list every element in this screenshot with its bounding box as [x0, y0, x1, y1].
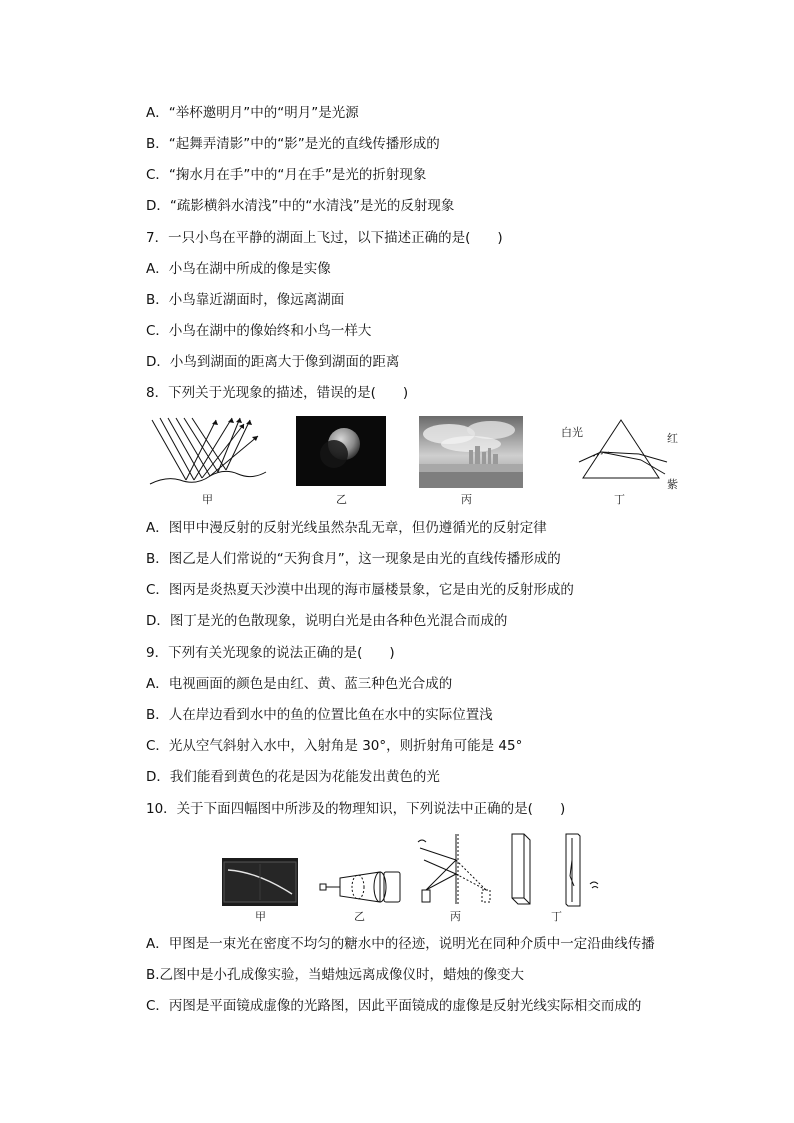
q8-option-b: B．图乙是人们常说的“天狗食月”，这一现象是由光的直线传播形成的 — [146, 551, 561, 567]
fig10-caption-ding: 丁 — [551, 910, 562, 923]
q9-stem: 9．下列有关光现象的说法正确的是( ) — [146, 645, 395, 661]
q10-stem: 10．关于下面四幅图中所涉及的物理知识，下列说法中正确的是( ) — [146, 801, 566, 817]
q10-option-a: A．甲图是一束光在密度不均匀的糖水中的径迹，说明光在同种介质中一定沿曲线传播 — [146, 936, 655, 952]
fig10-caption-yi: 乙 — [354, 910, 365, 923]
fig8-caption-ding: 丁 — [614, 493, 625, 506]
q7-stem: 7．一只小鸟在平静的湖面上飞过，以下描述正确的是( ) — [146, 230, 503, 246]
fig8-caption-bing: 丙 — [461, 493, 472, 506]
plane-mirror-figure — [414, 830, 498, 908]
prism-label-white-light: 白光 — [561, 426, 583, 439]
fig8-caption-jia: 甲 — [202, 493, 213, 506]
q10-option-c: C．丙图是平面镜成虚像的光路图，因此平面镜成的虚像是反射光线实际相交而成的 — [146, 998, 642, 1014]
q8-option-c: C．图丙是炎热夏天沙漠中出现的海市蜃楼景象，它是由光的反射形成的 — [146, 582, 574, 598]
q8-stem: 8．下列关于光现象的描述，错误的是( ) — [146, 385, 409, 401]
q9-option-b: B．人在岸边看到水中的鱼的位置比鱼在水中的实际位置浅 — [146, 707, 493, 723]
prism-label-purple: 紫 — [667, 478, 678, 491]
pinhole-camera-figure — [318, 868, 404, 906]
q6-option-a: A．“举杯邀明月”中的“明月”是光源 — [146, 105, 359, 121]
q8-option-a: A．图甲中漫反射的反射光线虽然杂乱无章，但仍遵循光的反射定律 — [146, 520, 547, 536]
fig10-caption-bing: 丙 — [450, 910, 461, 923]
q6-option-d: D．“疏影横斜水清浅”中的“水清浅”是光的反射现象 — [146, 198, 455, 214]
q6-option-b: B．“起舞弄清影”中的“影”是光的直线传播形成的 — [146, 136, 440, 152]
q9-option-a: A．电视画面的颜色是由红、黄、蓝三种色光合成的 — [146, 676, 453, 692]
sugar-water-light-path-photo — [222, 858, 298, 906]
q10-option-b: B.乙图中是小孔成像实验，当蜡烛远离成像仪时，蜡烛的像变大 — [146, 967, 525, 983]
q7-option-a: A．小鸟在湖中所成的像是实像 — [146, 261, 331, 277]
q9-option-c: C．光从空气斜射入水中，入射角是 30°，则折射角可能是 45° — [146, 738, 523, 754]
q7-option-c: C．小鸟在湖中的像始终和小鸟一样大 — [146, 323, 372, 339]
q9-option-d: D．我们能看到黄色的花是因为花能发出黄色的光 — [146, 769, 440, 785]
q7-option-d: D．小鸟到湖面的距离大于像到湖面的距离 — [146, 354, 400, 370]
glass-block-figure — [508, 830, 604, 908]
q7-option-b: B．小鸟靠近湖面时，像远离湖面 — [146, 292, 345, 308]
diffuse-reflection-figure — [146, 414, 270, 488]
prism-dispersion-figure — [557, 416, 683, 490]
lunar-eclipse-photo — [296, 416, 386, 486]
prism-label-red: 红 — [667, 432, 678, 445]
q6-option-c: C．“掬水月在手”中的“月在手”是光的折射现象 — [146, 167, 427, 183]
q8-option-d: D．图丁是光的色散现象，说明白光是由各种色光混合而成的 — [146, 613, 508, 629]
fig8-caption-yi: 乙 — [336, 493, 347, 506]
mirage-photo — [419, 416, 523, 488]
fig10-caption-jia: 甲 — [255, 910, 266, 923]
